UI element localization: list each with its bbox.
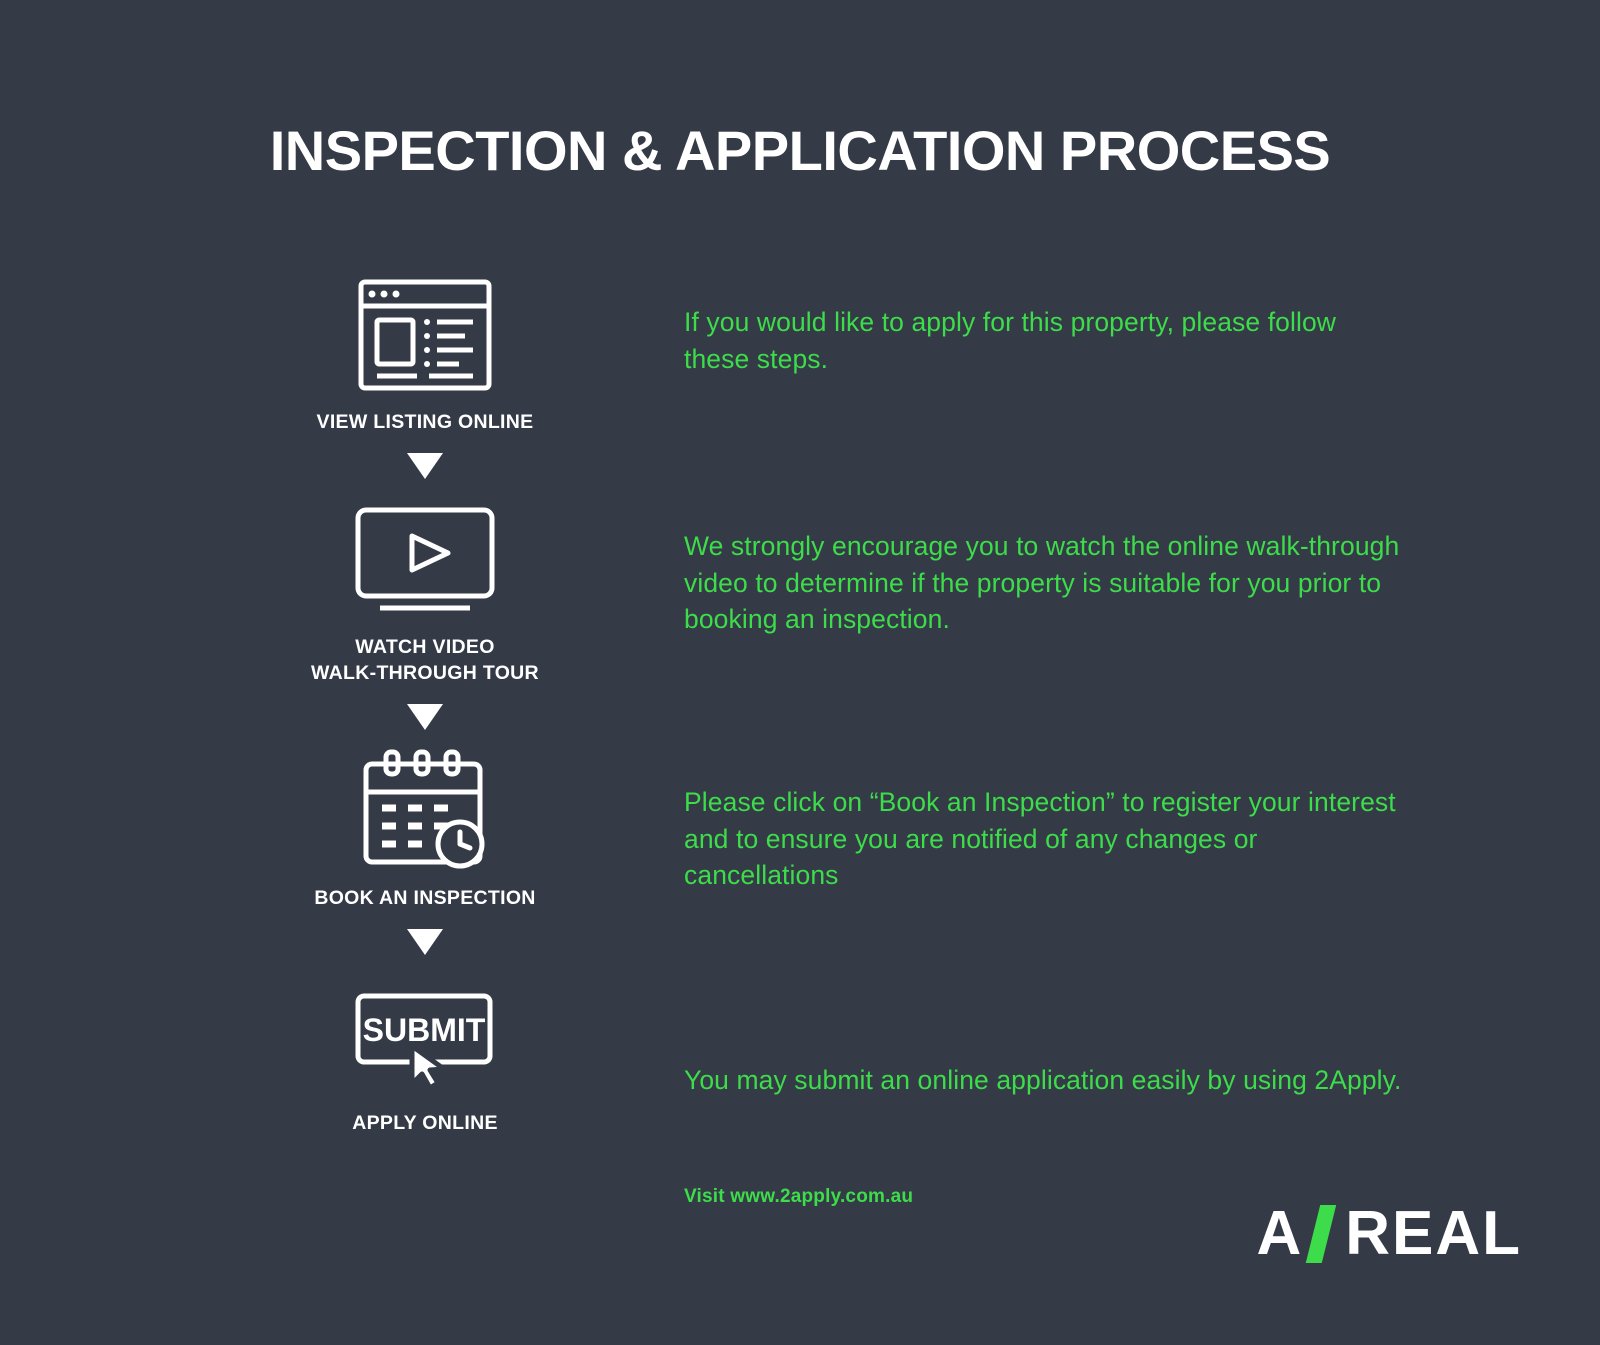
logo-mark: A — [1256, 1199, 1304, 1268]
step-book-inspection — [280, 746, 570, 911]
page-title: INSPECTION & APPLICATION PROCESS — [269, 119, 1331, 182]
step-label-book-inspection: BOOK AN INSPECTION — [314, 887, 536, 910]
step-watch-video — [280, 495, 570, 686]
logo-name: REAL — [1345, 1199, 1522, 1268]
description-watch-video: We strongly encourage you to watch the online walk-through video to determine if the property is suitable for you prior to booking an inspection. — [684, 531, 1400, 635]
description-view-listing: If you would like to apply for this property, please follow these steps. — [684, 307, 1337, 374]
step-label-apply-online: APPLY ONLINE — [352, 1112, 498, 1135]
step-label-watch-video — [311, 635, 539, 686]
flow-arrow-2 — [280, 686, 570, 746]
description-book-inspection: Please click on “Book an Inspection” to register your interest and to ensure you are notified of any changes or cancellations — [684, 787, 1396, 891]
calendar-clock-icon — [350, 746, 500, 876]
step-label-watch-video-line2: WALK-THROUGH TOUR — [311, 661, 539, 684]
step-label-watch-video-line1: WATCH VIDEO — [355, 636, 495, 659]
visit-link[interactable]: Visit www.2apply.com.au — [684, 1186, 914, 1207]
process-step-list — [280, 270, 570, 1137]
flow-arrow-3 — [280, 911, 570, 971]
flow-arrow-1 — [280, 435, 570, 495]
description-apply-online: You may submit an online application easily by using 2Apply. — [684, 1065, 1402, 1095]
step-apply-online — [280, 971, 570, 1136]
logo-slash-icon — [1306, 1205, 1336, 1263]
browser-listing-icon — [350, 270, 500, 400]
brand-logo — [1256, 1199, 1522, 1268]
video-play-icon — [350, 495, 500, 625]
submit-button-cursor-icon — [350, 971, 500, 1101]
step-label-view-listing: VIEW LISTING ONLINE — [316, 411, 534, 433]
step-view-listing-online — [280, 270, 570, 435]
submit-icon-text: SUBMIT — [362, 1012, 486, 1049]
